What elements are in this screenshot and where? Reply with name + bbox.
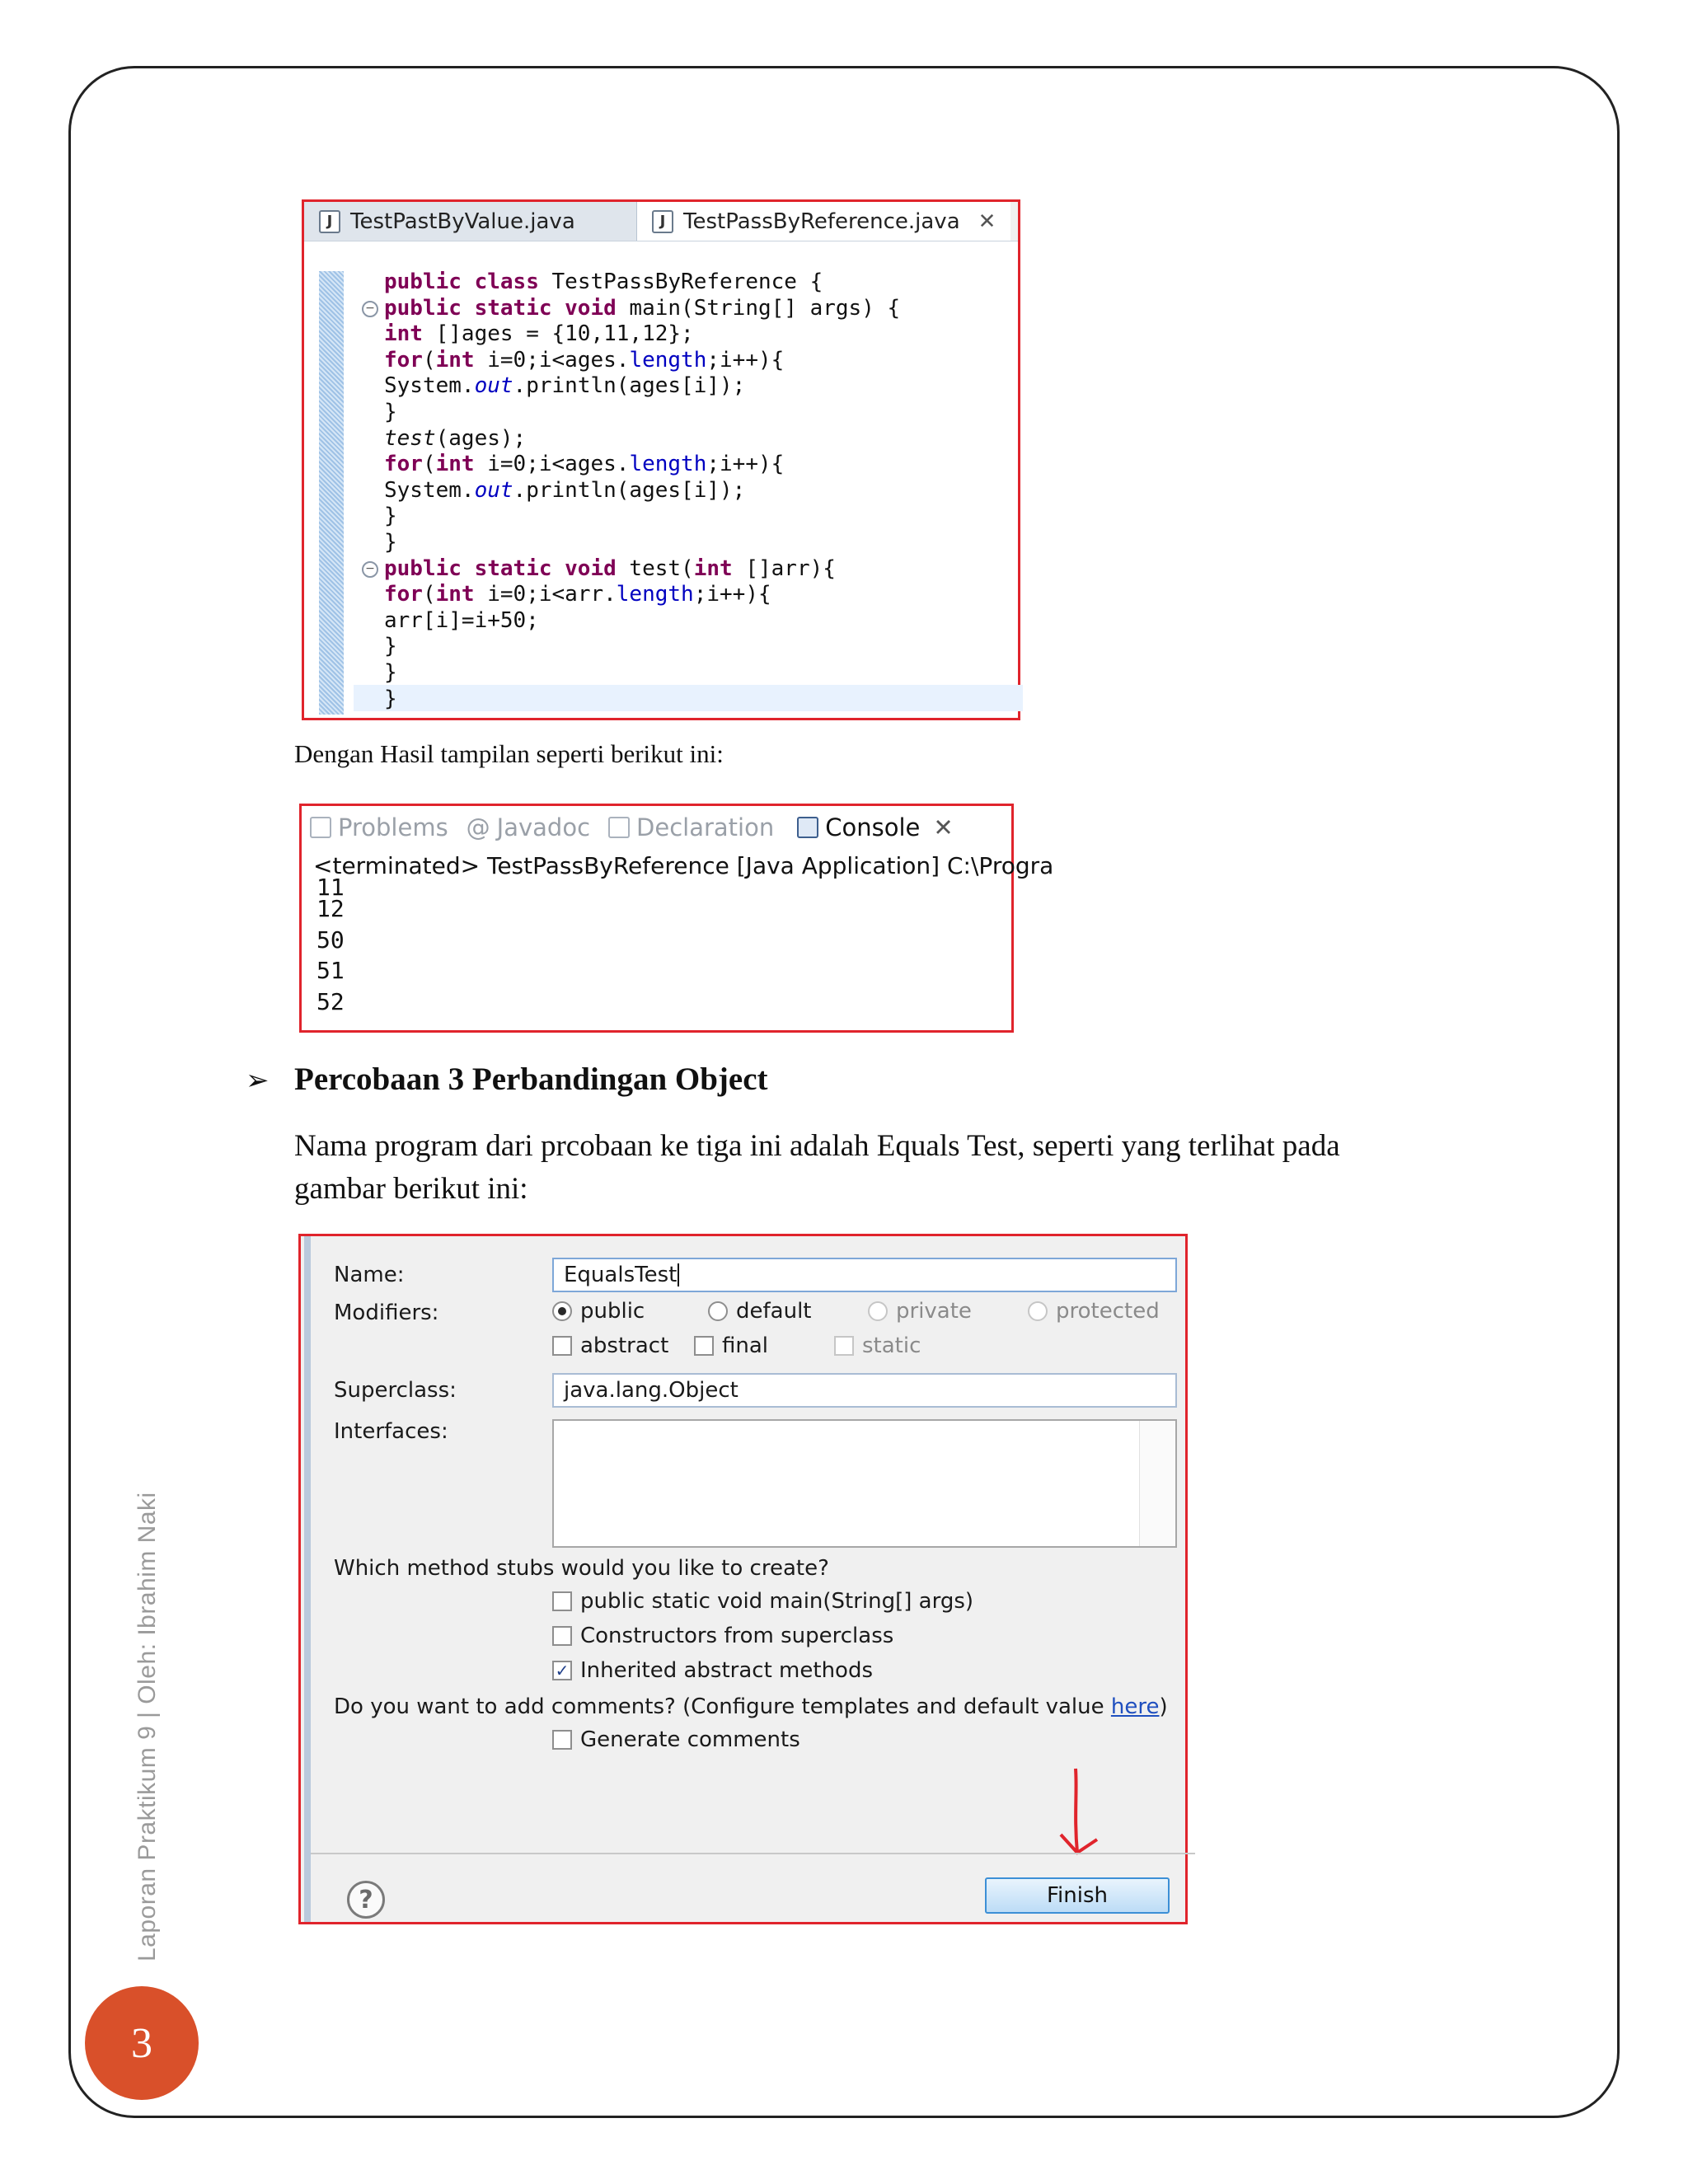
code-line: public static void main(String[] args) { (384, 295, 901, 321)
code-line: } (384, 529, 397, 555)
console-icon (797, 817, 818, 838)
tab-console[interactable] (792, 813, 958, 841)
option-label: final (722, 1333, 769, 1358)
tab-label: Declaration (636, 813, 775, 841)
checkbox-icon (694, 1336, 714, 1356)
problems-icon (310, 817, 331, 838)
close-icon[interactable]: ✕ (933, 813, 954, 841)
checkbox-icon (834, 1336, 854, 1356)
new-class-dialog-screenshot (298, 1234, 1188, 1924)
modifier-abstract-checkbox[interactable] (552, 1333, 668, 1358)
java-file-icon: J (652, 210, 673, 233)
superclass-input[interactable] (552, 1373, 1177, 1408)
option-label: abstract (580, 1333, 669, 1358)
tab-label: Javadoc (496, 813, 591, 841)
side-footer-text: Laporan Praktikum 9 | Oleh: Ibrahim Naki (134, 1492, 161, 1961)
tab-testpastbyvalue[interactable] (304, 202, 637, 241)
option-label: protected (1056, 1299, 1160, 1324)
modifiers-label: Modifiers: (334, 1301, 439, 1325)
fold-collapse-icon[interactable]: − (362, 301, 378, 317)
name-input[interactable] (552, 1258, 1177, 1292)
code-editor-screenshot (302, 199, 1020, 720)
tab-label: Problems (338, 813, 448, 841)
code-line: System.out.println(ages[i]); (384, 373, 746, 399)
modifier-final-checkbox[interactable] (694, 1333, 768, 1358)
modifier-static-checkbox (834, 1333, 921, 1358)
option-label: Constructors from superclass (580, 1624, 894, 1648)
configure-templates-link[interactable]: here (1110, 1694, 1160, 1719)
option-label: public (580, 1299, 645, 1324)
code-line: for(int i=0;i<ages.length;i++){ (384, 347, 785, 373)
code-line: test(ages); (384, 425, 527, 451)
checkbox-icon (552, 1730, 572, 1750)
stub-constructors-checkbox[interactable] (552, 1624, 893, 1648)
console-line: 51 (316, 957, 345, 984)
console-output[interactable] (316, 874, 345, 1017)
code-line: public class TestPassByReference { (384, 269, 823, 294)
finish-button[interactable]: Finish (985, 1877, 1170, 1914)
close-icon[interactable]: ✕ (978, 209, 996, 234)
editor-gutter (319, 271, 344, 715)
radio-icon (708, 1301, 728, 1321)
checkbox-icon (552, 1336, 572, 1356)
console-tab-bar (302, 806, 1011, 849)
radio-selected-icon (552, 1301, 572, 1321)
comments-question-suffix: ) (1159, 1694, 1168, 1719)
tab-label: TestPastByValue.java (350, 209, 575, 234)
at-sign-icon: @ (466, 813, 490, 841)
stub-inherited-checkbox[interactable] (552, 1658, 873, 1683)
modifier-protected-radio (1028, 1299, 1160, 1324)
console-screenshot (299, 804, 1054, 1033)
checkbox-icon (552, 1591, 572, 1611)
tab-label: TestPassByReference.java (683, 209, 960, 234)
radio-icon (1028, 1301, 1048, 1321)
code-line: for(int i=0;i<ages.length;i++){ (384, 452, 785, 477)
code-line: } (384, 686, 397, 711)
option-label: Inherited abstract methods (580, 1658, 873, 1683)
declaration-icon (608, 817, 630, 838)
comments-question (334, 1694, 1168, 1719)
option-label: private (896, 1299, 972, 1324)
console-line-partial: 11 (316, 874, 345, 901)
superclass-label: Superclass: (334, 1378, 457, 1403)
console-line: 12 (316, 895, 345, 922)
stubs-question: Which method stubs would you like to create? (334, 1556, 829, 1581)
interfaces-label: Interfaces: (334, 1419, 448, 1444)
dialog-divider (311, 1853, 1195, 1854)
help-icon[interactable]: ? (347, 1881, 385, 1919)
java-file-icon: J (319, 210, 340, 233)
code-line: } (384, 659, 397, 685)
modifier-private-radio (868, 1299, 972, 1324)
option-label: default (736, 1299, 812, 1324)
section-paragraph: Nama program dari prcobaan ke tiga ini adalah Equals Test, seperti yang terlihat pada gambar berikut ini: (294, 1129, 1340, 1206)
code-line: for(int i=0;i<arr.length;i++){ (384, 582, 771, 607)
name-value: EqualsTest (564, 1263, 678, 1287)
radio-icon (868, 1301, 888, 1321)
superclass-value: java.lang.Object (564, 1378, 738, 1403)
console-line: 50 (316, 926, 345, 954)
option-label: Generate comments (580, 1727, 800, 1752)
modifier-default-radio[interactable] (708, 1299, 811, 1324)
interfaces-scrollbar[interactable] (1139, 1421, 1175, 1546)
arrow-bullet-icon: ➢ (246, 1064, 270, 1097)
console-status-line: <terminated> TestPassByReference [Java Application] C:\Progra (313, 852, 1054, 879)
red-arrow-annotation-icon (1043, 1767, 1109, 1866)
modifier-public-radio[interactable] (552, 1299, 645, 1324)
tab-testpassbyreference[interactable] (637, 202, 1010, 241)
page-number-badge: 3 (85, 1986, 199, 2100)
checkbox-icon (552, 1626, 572, 1646)
stub-main-checkbox[interactable] (552, 1589, 973, 1614)
comments-question-text: Do you want to add comments? (Configure templates and default value (334, 1694, 1111, 1719)
checkbox-checked-icon: ✓ (552, 1661, 572, 1680)
dialog-edge (304, 1236, 311, 1922)
interfaces-list[interactable] (552, 1419, 1177, 1548)
tab-javadoc[interactable] (467, 813, 590, 841)
tab-declaration[interactable] (608, 813, 774, 841)
option-label: public static void main(String[] args) (580, 1589, 974, 1614)
code-area[interactable] (384, 269, 900, 712)
result-caption: Dengan Hasil tampilan seperti berikut ini: (294, 739, 724, 768)
code-line: } (384, 634, 397, 659)
editor-tab-bar (304, 202, 1018, 241)
name-label: Name: (334, 1263, 405, 1287)
code-line: } (384, 399, 397, 424)
section-heading: Percobaan 3 Perbandingan Object (294, 1062, 768, 1097)
code-line: int []ages = {10,11,12}; (384, 321, 694, 347)
code-line: public static void test(int []arr){ (384, 555, 836, 581)
tab-label: Console (825, 813, 921, 841)
option-label: static (862, 1333, 921, 1358)
tab-problems[interactable] (310, 813, 448, 841)
code-line: arr[i]=i+50; (384, 607, 539, 633)
console-line: 52 (316, 987, 345, 1015)
fold-collapse-icon[interactable]: − (362, 561, 378, 578)
code-line: } (384, 504, 397, 529)
generate-comments-checkbox[interactable] (552, 1727, 800, 1752)
code-line: System.out.println(ages[i]); (384, 477, 746, 503)
